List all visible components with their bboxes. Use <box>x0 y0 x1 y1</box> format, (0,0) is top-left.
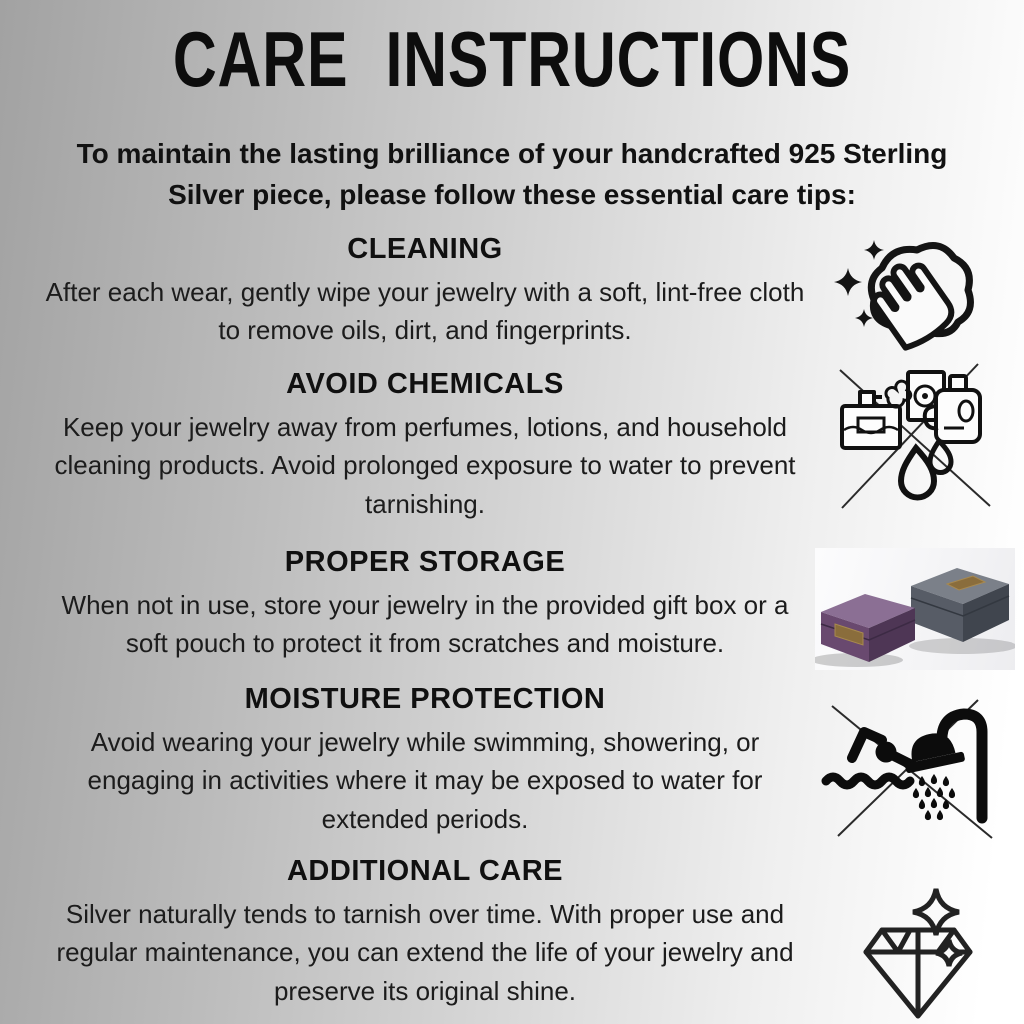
sparkling-diamond-svg <box>842 882 992 1022</box>
no-chemicals-svg <box>832 356 997 516</box>
section-moisture-protection <box>40 683 810 838</box>
section-additional-care-body: Silver naturally tends to tarnish over time. With proper use and regular maintenance, you can extend the life of your jewelry and preserve its original shine. <box>56 899 794 1006</box>
section-cleaning-heading: CLEANING <box>347 233 503 265</box>
section-avoid-chemicals-heading: AVOID CHEMICALS <box>286 368 564 400</box>
section-moisture-protection-heading: MOISTURE PROTECTION <box>244 683 606 715</box>
section-cleaning-body: After each wear, gently wipe your jewelry with a soft, lint-free cloth to remove oils, dirt, and fingerprints. <box>45 277 805 346</box>
section-additional-care-heading: ADDITIONAL CARE <box>286 855 564 887</box>
wiping-hand-sparkles-svg <box>822 230 977 352</box>
no-swimming-shower-svg <box>818 686 1008 846</box>
section-proper-storage-body: When not in use, store your jewelry in the provided gift box or a soft pouch to protect it from scratches and moisture. <box>61 590 789 659</box>
section-proper-storage <box>40 546 810 663</box>
sparkling-diamond-icon <box>842 882 992 1022</box>
wiping-hand-sparkles-icon <box>822 230 977 352</box>
section-additional-care <box>40 855 810 1010</box>
gift-boxes-photo <box>815 548 1015 670</box>
intro-text: To maintain the lasting brilliance of your handcrafted 925 Sterling Silver piece, please follow these essential care tips: <box>76 138 948 210</box>
no-chemicals-icon <box>832 356 997 516</box>
section-cleaning <box>40 233 810 350</box>
section-proper-storage-heading: PROPER STORAGE <box>284 546 566 578</box>
section-avoid-chemicals-body: Keep your jewelry away from perfumes, lotions, and household cleaning products. Avoid prolonged exposure to water to prevent tarnishing. <box>54 412 796 519</box>
page-title: CARE INSTRUCTIONS <box>172 15 852 103</box>
section-avoid-chemicals <box>40 368 810 523</box>
section-moisture-protection-body: Avoid wearing your jewelry while swimming, showering, or engaging in activities where it may be exposed to water for extended periods. <box>87 727 763 834</box>
gift-boxes-svg <box>815 548 1015 670</box>
no-swimming-shower-icon <box>818 686 1008 846</box>
